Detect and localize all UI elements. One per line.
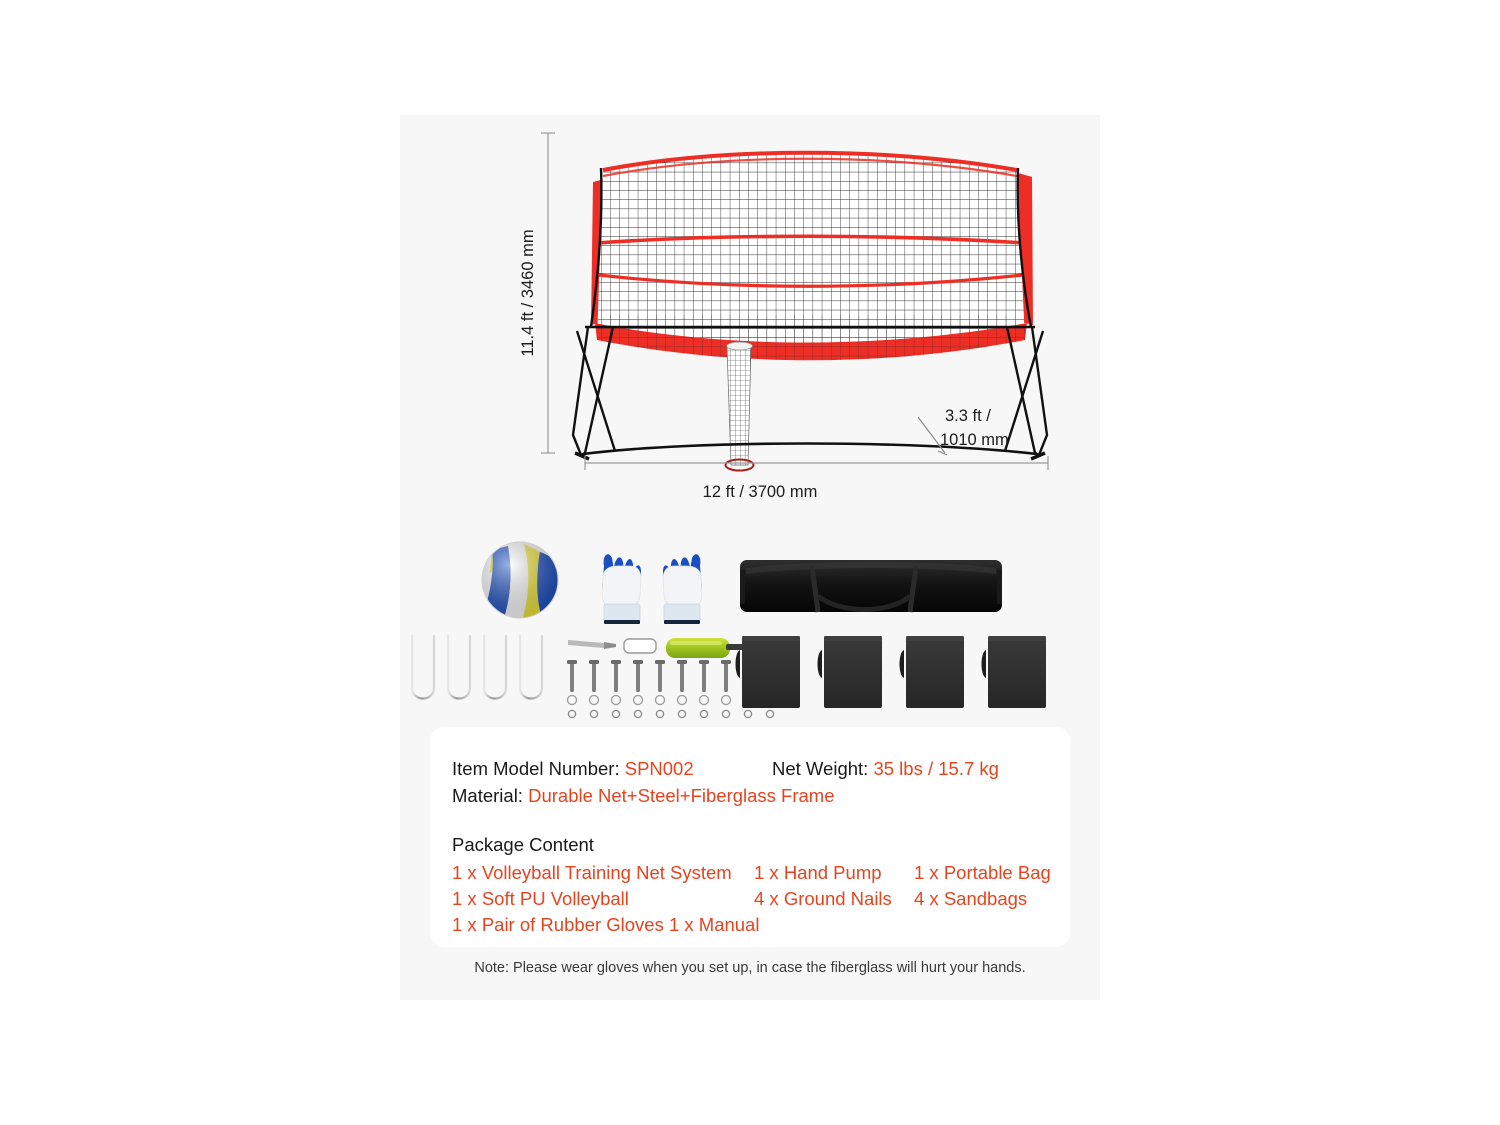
ground-nails-icon (412, 636, 542, 699)
material-label: Material: (452, 785, 523, 806)
volleyball-icon (479, 542, 565, 620)
package-item: 4 x Sandbags (914, 888, 1028, 909)
dimension-depth-label-line2: 1010 mm (940, 431, 1009, 449)
package-item (914, 912, 1070, 938)
net-weight-line (772, 755, 999, 782)
note-text: Note: Please wear gloves when you set up, in case the fiberglass will hurt your hands. (474, 960, 1026, 976)
package-item (754, 912, 914, 938)
portable-bag-icon (740, 560, 1002, 612)
dimension-height-label: 11.4 ft / 3460 mm (519, 229, 537, 357)
rubber-gloves-icon (602, 554, 702, 624)
frame-leg-left (573, 327, 615, 455)
net-center-tube (723, 342, 757, 471)
package-item: 1 x Pair of Rubber Gloves 1 x Manual (452, 914, 760, 935)
accessory-row-2 (400, 630, 1100, 730)
model-number-line (452, 755, 772, 782)
package-content-list (452, 860, 1070, 938)
net-dimension-diagram (400, 115, 1100, 525)
material-line (452, 782, 1070, 809)
inflation-needle-icon (568, 639, 656, 653)
package-item: 1 x Soft PU Volleyball (452, 888, 629, 909)
net-weight-value: 35 lbs / 15.7 kg (873, 758, 999, 779)
package-item: 1 x Hand Pump (754, 862, 882, 883)
spec-card (430, 727, 1070, 947)
model-number-label: Item Model Number: (452, 758, 620, 779)
material-value: Durable Net+Steel+Fiberglass Frame (528, 785, 835, 806)
dimension-width (585, 456, 1048, 470)
package-item: 1 x Volleyball Training Net System (452, 862, 732, 883)
accessory-row-1 (400, 530, 1100, 630)
frame-leg-right (1005, 327, 1047, 455)
package-item: 1 x Portable Bag (914, 862, 1051, 883)
dimension-width-label: 12 ft / 3700 mm (702, 483, 818, 501)
dimension-height (541, 133, 555, 453)
net-weight-label: Net Weight: (772, 758, 869, 779)
sandbags-icon (736, 636, 1047, 708)
dimension-depth-label-line1: 3.3 ft / (945, 407, 991, 425)
package-content-title: Package Content (452, 834, 594, 855)
model-number-value: SPN002 (624, 758, 694, 779)
package-item: 4 x Ground Nails (754, 888, 892, 909)
